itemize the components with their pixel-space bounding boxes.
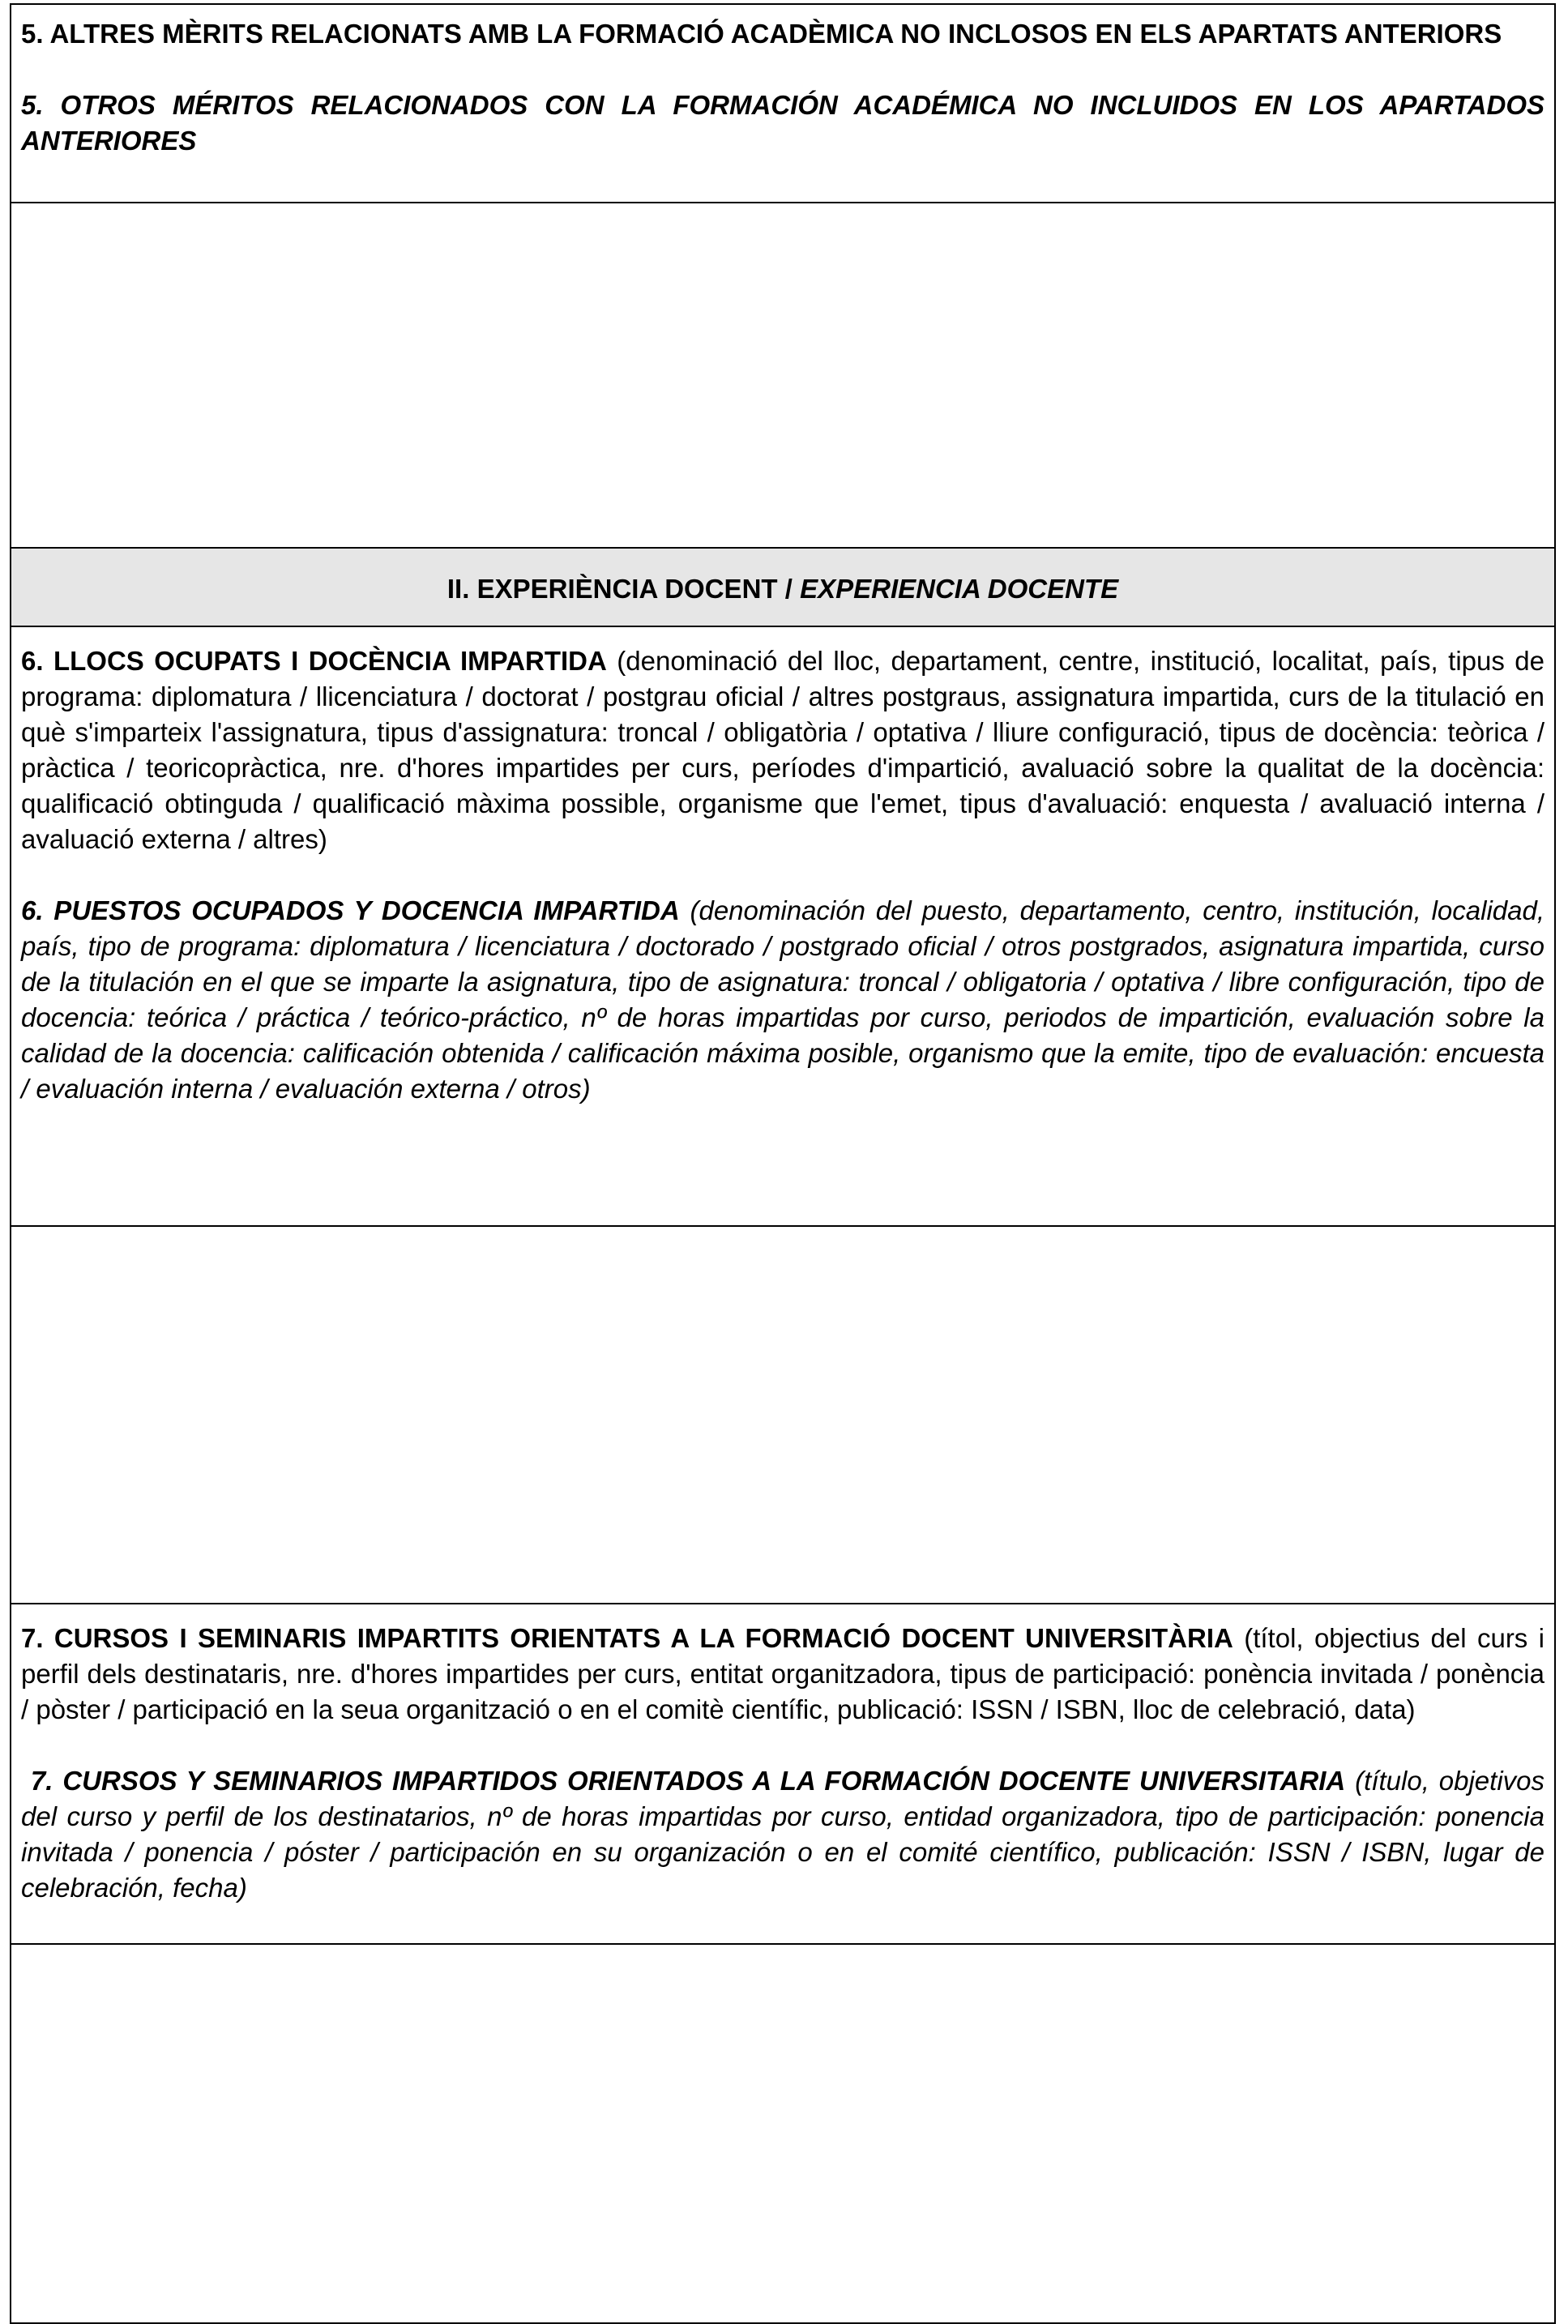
- section-6-answer-area[interactable]: [11, 1227, 1554, 1604]
- section-6-title-es: 6. PUESTOS OCUPADOS Y DOCENCIA IMPARTIDA: [21, 895, 680, 925]
- section-5-answer-area[interactable]: [11, 203, 1554, 549]
- section-5-title-ca: 5. ALTRES MÈRITS RELACIONATS AMB LA FORMACIÓ ACADÈMICA NO INCLOSOS EN ELS APARTATS ANTERIORS: [21, 19, 1502, 49]
- section-6-title-ca: 6. LLOCS OCUPATS I DOCÈNCIA IMPARTIDA: [21, 646, 607, 676]
- section-5-heading: [11, 5, 1554, 203]
- section-6-heading: [11, 627, 1554, 1227]
- section-6-description-es: (denominación del puesto, departamento, centro, institución, localidad, país, tipo de programa: diplomatura / licenciatura / doctorado / postgrado oficial / otros postgrados, asignatura impartida, curso de la titulación en el que se imparte la asignatura, tipo de asignatura: troncal / obligatoria / optativa / libre configuración, tipo de docencia: teórica / práctica / teórico-práctico, nº de horas impartidas por curso, periodos de impartición, evaluación sobre la calidad de la docencia: calificación obtenida / calificación máxima posible, organismo que la emite, tipo de evaluación: encuesta / evaluación interna / evaluación externa / otros): [21, 895, 1545, 1104]
- section-5-title-es: 5. OTROS MÉRITOS RELACIONADOS CON LA FORMACIÓN ACADÉMICA NO INCLUIDOS EN LOS APARTADOS ANTERIORES: [21, 90, 1545, 156]
- section-6-description-ca: (denominació del lloc, departament, centre, institució, localitat, país, tipus de programa: diplomatura / llicenciatura / doctorat / postgrau oficial / altres postgraus, assignatura impartida, curs de la titulació en què s'imparteix l'assignatura, tipus d'assignatura: troncal / obligatòria / optativa / lliure configuració, tipus de docència: teòrica / pràctica / teoricopràctica, nre. d'hores impartides per curs, períodes d'impartició, avaluació sobre la qualitat de la docència: qualificació obtinguda / qualificació màxima possible, organisme que l'emet, tipus d'avaluació: enquesta / avaluació interna / avaluació externa / altres): [21, 646, 1545, 854]
- section-7-title-es: 7. CURSOS Y SEMINARIOS IMPARTIDOS ORIENTADOS A LA FORMACIÓN DOCENTE UNIVERSITARIA: [30, 1766, 1346, 1796]
- section-7-paragraph-es: [21, 1763, 1545, 1906]
- section-7-heading: [11, 1604, 1554, 1945]
- cv-form-page: [10, 3, 1556, 2324]
- section-7-description-es: (título, objetivos del curso y perfil de los destinatarios, nº de horas impartidas por curso, entidad organizadora, tipo de participación: ponencia invitada / ponencia / póster / participación en su organización o en el comité científico, publicación: ISSN / ISBN, lugar de celebración, fecha): [21, 1766, 1545, 1903]
- section-7-paragraph-ca: [21, 1621, 1545, 1728]
- section-7-answer-area[interactable]: [11, 1945, 1554, 2322]
- section-6-paragraph-es: [21, 893, 1545, 1107]
- section-ii-title-ca: II. EXPERIÈNCIA DOCENT /: [446, 574, 793, 604]
- section-ii-title-es: EXPERIENCIA DOCENTE: [800, 574, 1119, 604]
- section-ii-header: [11, 549, 1554, 627]
- section-6-paragraph-ca: [21, 643, 1545, 857]
- section-7-title-ca: 7. CURSOS I SEMINARIS IMPARTITS ORIENTATS A LA FORMACIÓ DOCENT UNIVERSITÀRIA: [21, 1623, 1233, 1653]
- section-7-description-ca: (títol, objectius del curs i perfil dels destinataris, nre. d'hores impartides per curs, entitat organitzadora, tipus de participació: ponència invitada / ponència / pòster / participació en la seua organització o en el comitè científic, publicació: ISSN / ISBN, lloc de celebració, data): [21, 1623, 1545, 1724]
